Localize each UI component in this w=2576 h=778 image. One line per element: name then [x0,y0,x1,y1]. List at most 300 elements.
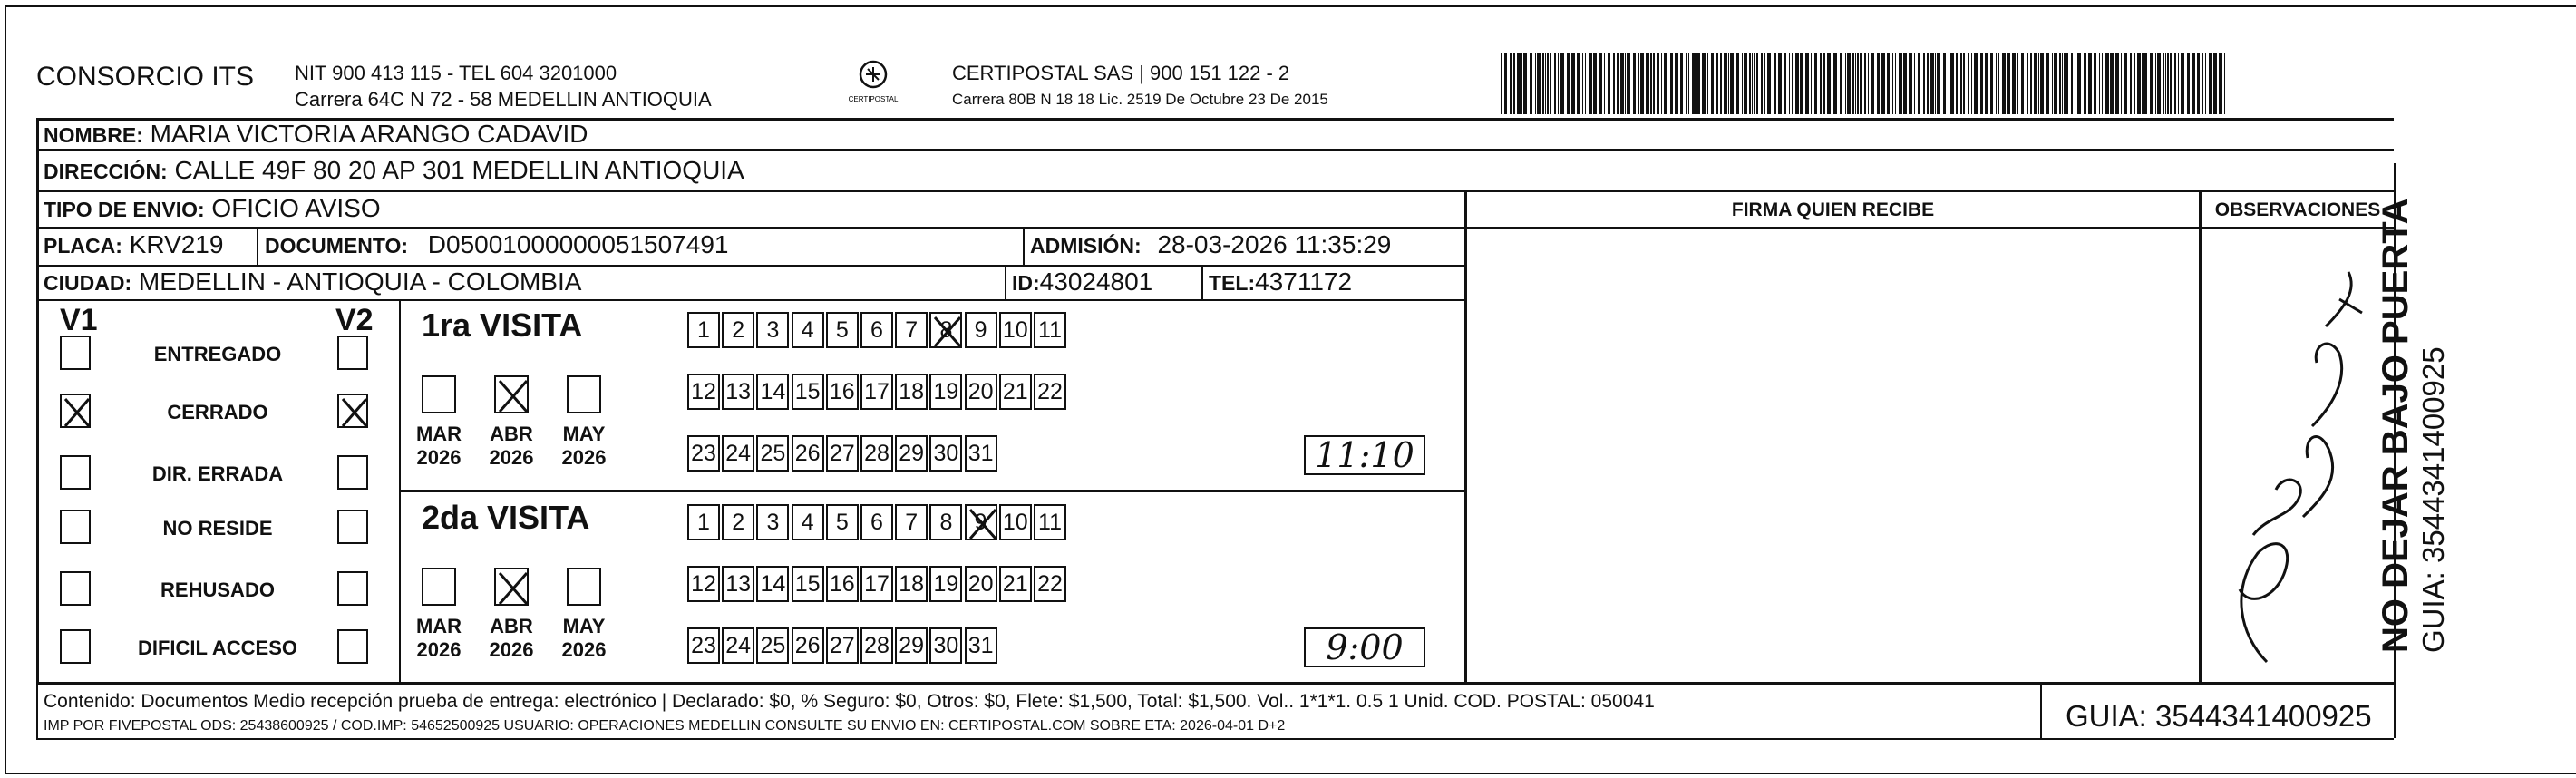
barcode-bar [2017,53,2018,114]
barcode-bar [2077,53,2081,114]
month-name: MAY [562,423,606,445]
status-v2-checkbox[interactable] [337,629,368,664]
status-label: DIFICIL ACCESO [137,637,297,659]
admision-label: ADMISIÓN: [1030,234,1142,258]
barcode-bar [1840,53,1842,114]
status-v1-checkbox[interactable] [60,455,91,490]
barcode-bar [1664,53,1667,114]
barcode-bar [1980,53,1983,114]
barcode-bar [2115,53,2119,114]
barcode-bar [1756,53,1758,114]
barcode-bar [1774,53,1776,114]
month-check-mark [496,569,530,608]
barcode-bar [2202,53,2203,114]
status-label: CERRADO [167,401,268,423]
guia-number: GUIA: 3544341400925 [2066,699,2372,733]
tipo-row [44,194,381,223]
barcode-bar [2105,53,2109,114]
documento-value: D05001000000051507491 [427,230,729,258]
barcode-bar [1761,53,1763,114]
page-border-top [5,5,2576,7]
barcode-bar [1558,53,1559,114]
nombre-label: NOMBRE: [44,123,143,147]
status-v2-checkbox[interactable] [337,455,368,490]
barcode-bar [2163,53,2164,114]
month-checkbox[interactable] [422,568,456,606]
barcode-bar [2155,53,2156,114]
barcode-bar [1523,53,1527,114]
status-v2-checkbox[interactable] [337,510,368,544]
day-box[interactable]: 27 [826,435,859,472]
barcode-bar [1670,53,1673,114]
day-box[interactable]: 6 [860,312,893,348]
v2-check-mark [339,395,370,430]
day-box[interactable]: 25 [756,627,789,664]
barcode-bar [1625,53,1626,114]
barcode-bar [2066,53,2068,114]
day-box[interactable]: 17 [860,374,893,410]
month-label [407,423,471,470]
month-checkbox[interactable] [494,568,529,606]
barcode-bar [1996,53,1997,114]
day-box[interactable]: 31 [965,435,997,472]
day-box[interactable]: 1 [687,312,720,348]
day-box[interactable]: 22 [1034,374,1066,410]
status-label: REHUSADO [160,579,275,601]
barcode-bar [2143,53,2147,114]
barcode-bar [1504,53,1507,114]
barcode-bar [2071,53,2073,114]
barcode-bar [2021,53,2024,114]
barcode-bar [1608,53,1610,114]
barcode-bar [1675,53,1678,114]
day-box[interactable]: 3 [756,312,789,348]
barcode-bar [1589,53,1592,114]
barcode-bar [1716,53,1718,114]
row-line-5 [36,299,1467,301]
barcode-bar [1935,53,1936,114]
v1-header: V1 [60,303,98,337]
barcode-bar [1571,53,1575,114]
barcode-bar [1811,53,1812,114]
barcode-bar [2052,53,2053,114]
col-header-line [1464,227,2394,229]
barcode-bar [2134,53,2135,114]
day-box[interactable]: 12 [687,566,720,602]
day-box[interactable]: 14 [756,374,789,410]
placa-divider [257,227,258,265]
barcode-bar [1696,53,1700,114]
barcode-bar [2170,53,2172,114]
month-year: 2026 [561,638,607,661]
form-left-line [36,118,39,682]
placa-label: PLACA: [44,234,122,258]
day-box[interactable]: 28 [860,435,893,472]
day-box[interactable]: 12 [687,374,720,410]
barcode-bar [2007,53,2010,114]
barcode-bar [1823,53,1825,114]
placa-row [44,230,223,259]
barcode-bar [1847,53,1851,114]
day-box[interactable]: 28 [860,627,893,664]
barcode-bar [1852,53,1854,114]
barcode-bar [1892,53,1893,114]
barcode-bar [2213,53,2217,114]
barcode-bar [2224,53,2225,114]
barcode-bar [2012,53,2016,114]
day-box[interactable]: 15 [792,566,824,602]
nombre-value: MARIA VICTORIA ARANGO CADAVID [150,120,588,148]
barcode-bar [1752,53,1753,114]
barcode-bar [1593,53,1597,114]
handwritten-signature [2203,245,2385,680]
barcode-bar [2040,53,2044,114]
barcode-bar [1899,53,1902,114]
barcode-bar [1720,53,1722,114]
month-name: MAR [415,423,462,445]
barcode-bar [1599,53,1602,114]
certipostal-nit: CERTIPOSTAL SAS | 900 151 122 - 2 [952,62,1290,84]
day-check-mark [931,314,964,350]
row-line-1 [36,149,2394,151]
day-box[interactable]: 13 [722,374,754,410]
barcode-bar [1550,53,1551,114]
day-box[interactable]: 18 [895,566,928,602]
day-box[interactable]: 19 [929,374,962,410]
day-box[interactable]: 27 [826,627,859,664]
barcode-bar [2124,53,2127,114]
barcode-bar [2102,53,2103,114]
day-box[interactable]: 24 [722,627,754,664]
month-label [480,615,543,662]
logo-text: CERTIPOSTAL [848,95,899,103]
documento-row [265,230,728,259]
certipostal-license: Carrera 80B N 18 18 Lic. 2519 De Octubre 23 De 2015 [952,91,1328,108]
day-box[interactable]: 21 [999,566,1032,602]
firma-header: FIRMA QUIEN RECIBE [1731,199,1935,220]
month-label [480,423,543,470]
barcode-bar [1968,53,1969,114]
day-box[interactable]: 30 [929,627,962,664]
status-v2-checkbox[interactable] [337,394,368,428]
visit-time-box[interactable] [1304,627,1425,667]
day-box[interactable]: 20 [965,566,997,602]
status-v1-checkbox[interactable] [60,629,91,664]
month-checkbox[interactable] [567,375,601,413]
barcode-bar [1542,53,1544,114]
month-label [407,615,471,662]
barcode-bar [2030,53,2032,114]
admision-row [1030,230,1391,259]
visit-time: 9:00 [1326,627,1404,667]
barcode-bar [1937,53,1940,114]
direccion-value: CALLE 49F 80 20 AP 301 MEDELLIN ANTIOQUIA [174,156,744,184]
day-box[interactable]: 4 [792,504,824,540]
obs-left-line [2199,190,2202,682]
day-box[interactable]: 4 [792,312,824,348]
day-box[interactable]: 15 [792,374,824,410]
barcode-bar [1998,53,1999,114]
nit-line: NIT 900 413 115 - TEL 604 3201000 [295,62,617,84]
barcode-bar [1585,53,1586,114]
barcode-bar [1554,53,1556,114]
barcode-bar [1646,53,1648,114]
visit-time: 11:10 [1315,435,1414,475]
barcode-bar [1736,53,1739,114]
day-box[interactable]: 10 [999,504,1032,540]
barcode-bar [1764,53,1765,114]
row-line-2 [36,190,2394,192]
month-year: 2026 [416,446,462,469]
barcode-bar [2088,53,2092,114]
barcode [1501,53,2226,114]
status-label: ENTREGADO [153,343,282,365]
footer-contenido: Contenido: Documentos Medio recepción prueba de entrega: electrónico | Declarado: $0, % Seguro: $0, Otros: $0, Flete: $1,500, Total: $1,500. Vol.. 1*1*1. 0.5 1 Unid. COD. POSTAL: 050041 [44,691,1655,712]
day-box[interactable]: 11 [1034,504,1066,540]
barcode-bar [1963,53,1965,114]
day-box[interactable]: 6 [860,504,893,540]
month-checkbox[interactable] [567,568,601,606]
page-border-left [5,5,6,774]
page-border-bottom [5,773,2576,774]
barcode-bar [2187,53,2190,114]
status-v1-checkbox[interactable] [60,510,91,544]
month-name: ABR [490,423,533,445]
barcode-bar [2130,53,2132,114]
day-box[interactable]: 31 [965,627,997,664]
barcode-bar [2099,53,2100,114]
day-box[interactable]: 23 [687,627,720,664]
barcode-bar [2142,53,2143,114]
month-name: ABR [490,615,533,637]
id-row [1012,267,1152,297]
guia-box-divider [2040,682,2042,738]
barcode-bar [1521,53,1522,114]
barcode-bar [1754,53,1755,114]
day-box[interactable]: 23 [687,435,720,472]
admision-divider [1023,227,1025,265]
day-box[interactable]: 18 [895,374,928,410]
status-label: DIR. ERRADA [151,462,284,485]
footer-bottom-line [36,738,2394,740]
barcode-bar [1909,53,1912,114]
month-checkbox[interactable] [422,375,456,413]
day-box[interactable]: 2 [722,312,754,348]
day-box[interactable]: 8 [929,312,962,348]
day-box[interactable]: 21 [999,374,1032,410]
barcode-bar [2034,53,2037,114]
barcode-bar [1877,53,1880,114]
barcode-bar [2137,53,2141,114]
barcode-bar [1633,53,1636,114]
day-box[interactable]: 26 [792,435,824,472]
barcode-bar [1724,53,1727,114]
certipostal-info [952,60,1328,112]
barcode-bar [1537,53,1541,114]
barcode-bar [2167,53,2169,114]
v1-check-mark [62,395,92,430]
no-dejar-text: NO DEJAR BAJO PUERTA [2376,198,2416,653]
day-box[interactable]: 2 [722,504,754,540]
barcode-bar [1530,53,1532,114]
day-box[interactable]: 29 [895,627,928,664]
day-box[interactable]: 14 [756,566,789,602]
day-box[interactable]: 3 [756,504,789,540]
barcode-bar [1923,53,1925,114]
barcode-bar [1547,53,1549,114]
barcode-bar [1577,53,1580,114]
month-check-mark [496,377,530,415]
footer-left-line [36,682,38,738]
row-line-4 [36,265,1467,267]
barcode-bar [1567,53,1570,114]
barcode-bar [2059,53,2061,114]
barcode-bar [1800,53,1803,114]
tel-divider [1201,265,1203,299]
barcode-bar [1702,53,1706,114]
barcode-bar [1627,53,1630,114]
barcode-bar [2046,53,2049,114]
tel-row [1209,267,1352,297]
barcode-bar [1728,53,1729,114]
barcode-bar [1871,53,1874,114]
day-box[interactable]: 7 [895,504,928,540]
barcode-bar [1805,53,1809,114]
barcode-bar [1749,53,1751,114]
company-info [295,60,712,112]
barcode-bar [2192,53,2195,114]
tipo-label: TIPO DE ENVIO: [44,198,205,221]
day-box[interactable]: 13 [722,566,754,602]
status-label: NO RESIDE [162,517,273,540]
day-box[interactable]: 1 [687,504,720,540]
barcode-bar [1620,53,1624,114]
barcode-bar [1789,53,1790,114]
barcode-bar [1513,53,1515,114]
v2-header: V2 [335,303,374,337]
barcode-bar [1517,53,1521,114]
barcode-bar [1814,53,1817,114]
tipo-value: OFICIO AVISO [211,194,381,222]
company-name: CONSORCIO ITS [36,62,255,92]
day-box[interactable]: 26 [792,627,824,664]
day-box[interactable]: 5 [826,504,859,540]
month-year: 2026 [489,446,534,469]
status-v1-checkbox[interactable] [60,571,91,606]
barcode-bar [1688,53,1689,114]
barcode-bar [1895,53,1896,114]
day-box[interactable]: 16 [826,374,859,410]
barcode-bar [1661,53,1662,114]
month-name: MAR [415,615,462,637]
day-box[interactable]: 17 [860,566,893,602]
barcode-bar [2181,53,2184,114]
month-label [552,423,616,470]
barcode-bar [1860,53,1862,114]
day-box[interactable]: 22 [1034,566,1066,602]
day-box[interactable]: 20 [965,374,997,410]
barcode-bar [1943,53,1946,114]
day-box[interactable]: 29 [895,435,928,472]
day-box[interactable]: 10 [999,312,1032,348]
placa-value: KRV219 [129,230,224,258]
day-box[interactable]: 9 [965,312,997,348]
barcode-bar [2165,53,2166,114]
month-year: 2026 [489,638,534,661]
barcode-bar [2178,53,2179,114]
barcode-bar [1990,53,1993,114]
barcode-bar [1535,53,1536,114]
barcode-bar [1742,53,1743,114]
day-box[interactable]: 16 [826,566,859,602]
day-box[interactable]: 25 [756,435,789,472]
day-box[interactable]: 9 [965,504,997,540]
barcode-bar [1657,53,1659,114]
visit-time-box[interactable] [1304,435,1425,475]
barcode-bar [1827,53,1831,114]
day-box[interactable]: 11 [1034,312,1066,348]
barcode-bar [1974,53,1978,114]
ciudad-value: MEDELLIN - ANTIOQUIA - COLOMBIA [138,267,582,296]
day-box[interactable]: 30 [929,435,962,472]
tel-label: TEL: [1209,271,1256,295]
barcode-bar [1560,53,1564,114]
barcode-bar [1971,53,1972,114]
side-guia-text: GUIA: 3544341400925 [2416,346,2450,653]
day-box[interactable]: 5 [826,312,859,348]
day-check-mark [967,506,999,542]
barcode-bar [2209,53,2212,114]
day-box[interactable]: 19 [929,566,962,602]
barcode-bar [1680,53,1683,114]
barcode-bar [1767,53,1771,114]
barcode-bar [1510,53,1512,114]
day-box[interactable]: 7 [895,312,928,348]
barcode-bar [2205,53,2206,114]
direccion-label: DIRECCIÓN: [44,160,168,183]
barcode-bar [1545,53,1546,114]
barcode-bar [2094,53,2096,114]
month-label [552,615,616,662]
barcode-bar [1930,53,1934,114]
observaciones-header: OBSERVACIONES [2214,199,2381,220]
status-v2-checkbox[interactable] [337,336,368,370]
month-checkbox[interactable] [494,375,529,413]
visit-title: 2da VISITA [422,499,590,536]
barcode-bar [1784,53,1786,114]
id-label: ID: [1012,271,1040,295]
day-box[interactable]: 24 [722,435,754,472]
side-note [2376,198,2452,653]
status-v1-checkbox[interactable] [60,394,91,428]
status-v1-checkbox[interactable] [60,336,91,370]
barcode-bar [1501,53,1502,114]
status-v2-checkbox[interactable] [337,571,368,606]
barcode-bar [1927,53,1929,114]
day-box[interactable]: 8 [929,504,962,540]
barcode-bar [1950,53,1954,114]
ciudad-row [44,267,581,297]
barcode-bar [1881,53,1885,114]
id-divider [1005,265,1006,299]
firma-left-line [1464,190,1467,682]
barcode-bar [2121,53,2122,114]
barcode-bar [1795,53,1799,114]
barcode-bar [1864,53,1866,114]
barcode-bar [2197,53,2200,114]
month-year: 2026 [561,446,607,469]
direccion-row [44,156,744,185]
